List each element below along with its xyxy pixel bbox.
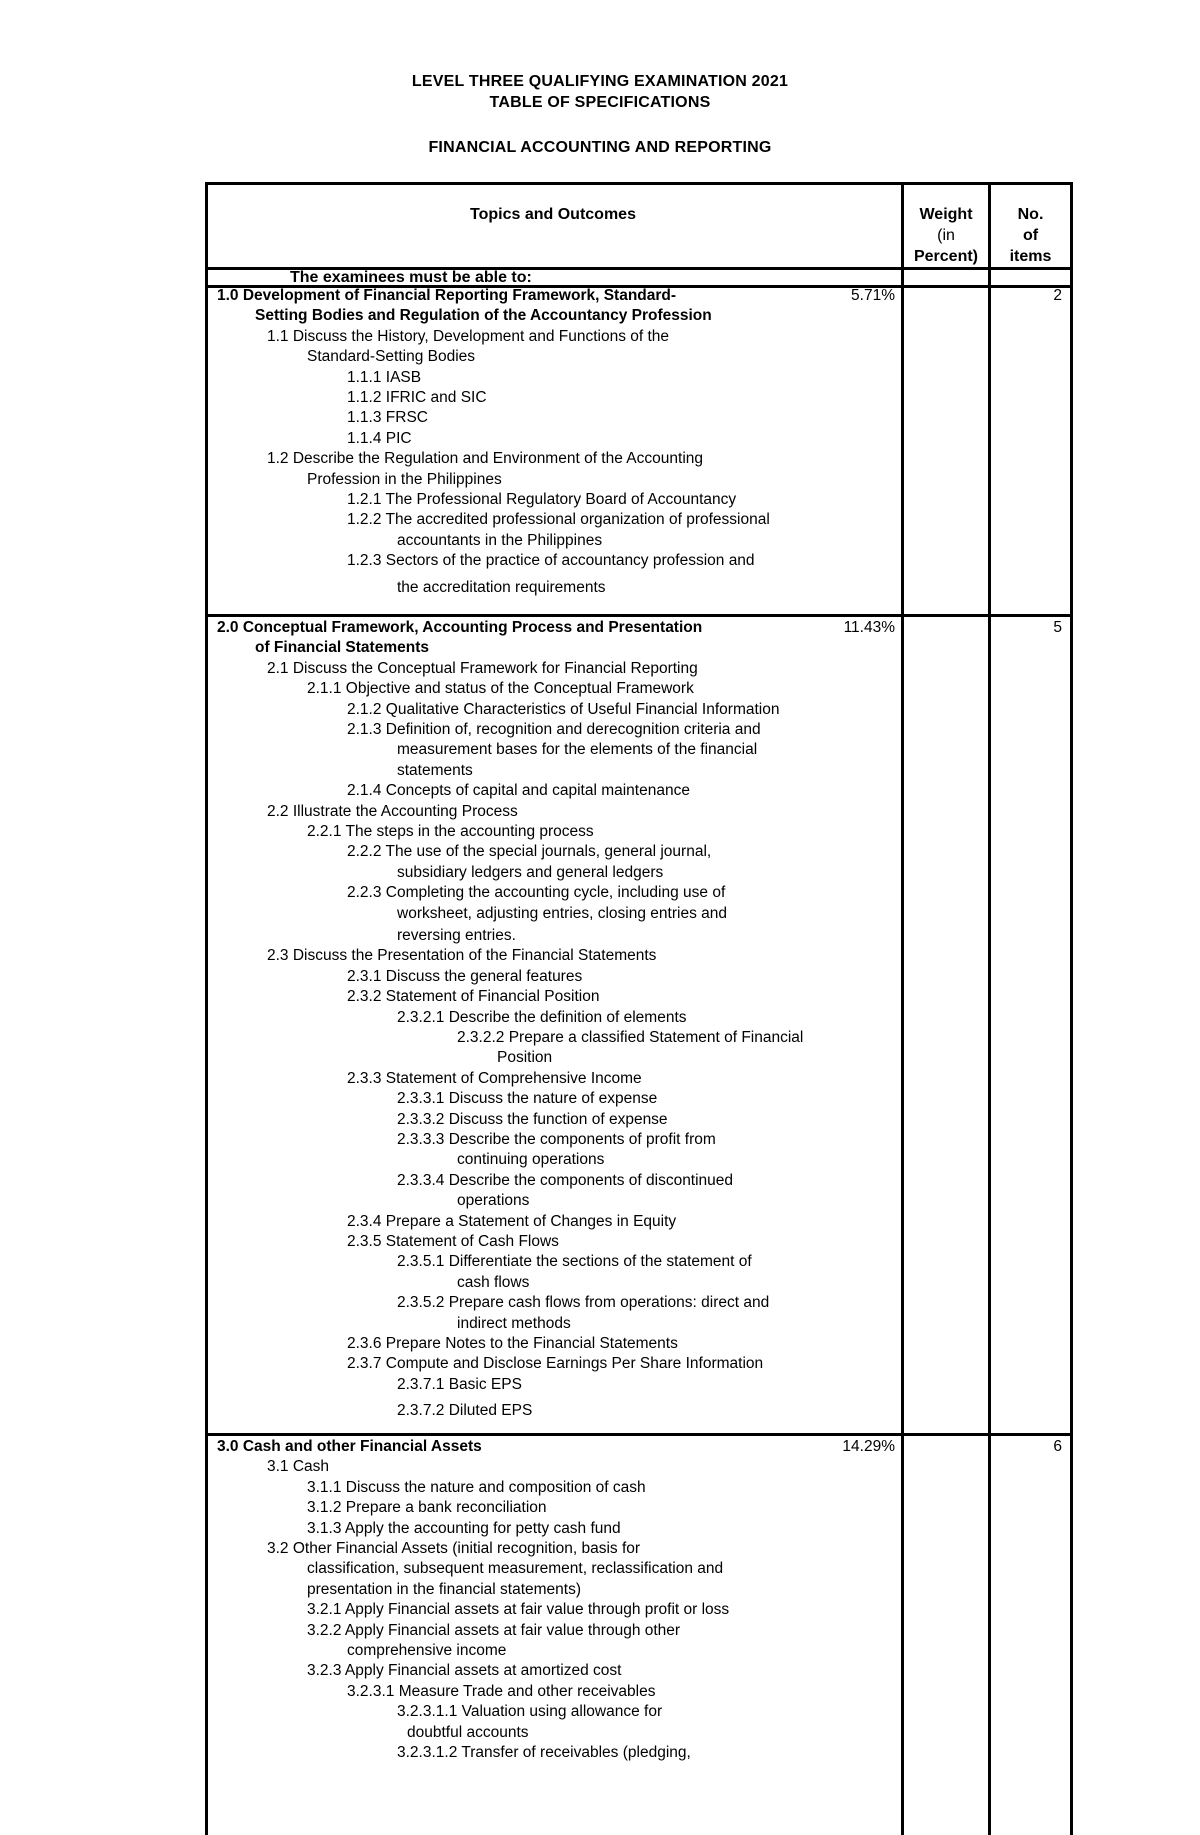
outcome-line: 2.3.7.1 Basic EPS xyxy=(397,1376,522,1393)
outcome-line: 3.1.1 Discuss the nature and composition of cash xyxy=(307,1479,646,1496)
outcome-line: 2.3.2 Statement of Financial Position xyxy=(347,988,600,1005)
outcome-line: indirect methods xyxy=(457,1315,571,1332)
column-header-items xyxy=(991,204,1070,267)
outcome-line: 2.1.2 Qualitative Characteristics of Useful Financial Information xyxy=(347,701,780,718)
weight-header-line-3: Percent) xyxy=(913,248,979,265)
section-weight: 14.29% xyxy=(842,1438,895,1455)
table-border-top xyxy=(205,182,1073,185)
outcome-line: 1.2.2 The accredited professional organization of professional xyxy=(347,511,770,528)
outcome-line: Setting Bodies and Regulation of the Accountancy Profession xyxy=(255,307,712,324)
outcome-line: 2.2.1 The steps in the accounting process xyxy=(307,823,594,840)
outcome-line: reversing entries. xyxy=(397,927,516,944)
outcome-line: 2.3.5.1 Differentiate the sections of the statement of xyxy=(397,1253,752,1270)
section-weight: 11.43% xyxy=(843,619,895,636)
table-border-weight xyxy=(901,182,904,1835)
outcome-line: 3.2.3 Apply Financial assets at amortized cost xyxy=(307,1662,622,1679)
column-header-topics: Topics and Outcomes xyxy=(470,206,636,223)
outcome-line: 2.1.4 Concepts of capital and capital maintenance xyxy=(347,782,690,799)
items-header-line-1: No. xyxy=(1017,206,1044,223)
outcome-line: 3.2.3.1.1 Valuation using allowance for xyxy=(397,1703,663,1720)
outcome-line: continuing operations xyxy=(457,1151,605,1168)
outcome-line: 2.3.5.2 Prepare cash flows from operations: direct and xyxy=(397,1294,770,1311)
outcome-line: 2.1.3 Definition of, recognition and derecognition criteria and xyxy=(347,721,761,738)
outcome-line: 2.3.3 Statement of Comprehensive Income xyxy=(347,1070,642,1087)
outcome-line: 1.1 Discuss the History, Development and Functions of the xyxy=(267,328,670,345)
section-divider-3 xyxy=(205,1433,1073,1436)
outcome-line: 1.2 Describe the Regulation and Environment of the Accounting xyxy=(267,450,703,467)
outcome-line: 2.3.1 Discuss the general features xyxy=(347,968,583,985)
section-divider-2 xyxy=(205,614,1073,617)
section-heading: 1.0 Development of Financial Reporting Framework, Standard- xyxy=(217,287,677,304)
section-item-count: 6 xyxy=(1053,1438,1062,1455)
outcome-line: 2.2 Illustrate the Accounting Process xyxy=(267,803,518,820)
outcome-line: 2.3.2.1 Describe the definition of elements xyxy=(397,1009,687,1026)
outcome-line: 2.3.7.2 Diluted EPS xyxy=(397,1402,533,1419)
outcome-line: 1.1.3 FRSC xyxy=(347,409,428,426)
outcome-line: 2.3.3.4 Describe the components of discontinued xyxy=(397,1172,734,1189)
outcome-line: 3.2.2 Apply Financial assets at fair value through other xyxy=(307,1622,681,1639)
outcome-line: classification, subsequent measurement, reclassification and xyxy=(307,1560,724,1577)
outcome-line: presentation in the financial statements) xyxy=(307,1581,581,1598)
items-header-line-2: of xyxy=(1022,227,1039,244)
outcome-line: 2.3.7 Compute and Disclose Earnings Per Share Information xyxy=(347,1355,764,1372)
outcome-line: 1.2.1 The Professional Regulatory Board of Accountancy xyxy=(347,491,737,508)
table-border-items xyxy=(988,182,991,1835)
document-subtitle: TABLE OF SPECIFICATIONS xyxy=(489,94,711,111)
outcome-line: doubtful accounts xyxy=(407,1724,529,1741)
outcome-line: 2.1 Discuss the Conceptual Framework for Financial Reporting xyxy=(267,660,698,677)
section-item-count: 5 xyxy=(1053,619,1062,636)
outcome-line: 2.1.1 Objective and status of the Conceptual Framework xyxy=(307,680,694,697)
outcome-line: 3.2 Other Financial Assets (initial recognition, basis for xyxy=(267,1540,641,1557)
outcome-line: 2.3.3.1 Discuss the nature of expense xyxy=(397,1090,658,1107)
outcome-line: 3.1.3 Apply the accounting for petty cash fund xyxy=(307,1520,621,1537)
weight-header-line-1: Weight xyxy=(919,206,973,223)
outcome-line: Standard-Setting Bodies xyxy=(307,348,476,365)
section-weight: 5.71% xyxy=(851,287,895,304)
table-border-left xyxy=(205,182,208,1835)
outcome-line: 2.3.5 Statement of Cash Flows xyxy=(347,1233,559,1250)
outcome-line: 2.3.6 Prepare Notes to the Financial Statements xyxy=(347,1335,678,1352)
outcome-line: 2.3.3.2 Discuss the function of expense xyxy=(397,1111,668,1128)
subject-title: FINANCIAL ACCOUNTING AND REPORTING xyxy=(428,139,772,156)
outcome-line: comprehensive income xyxy=(347,1642,507,1659)
items-header-line-3: items xyxy=(1009,248,1052,265)
outcome-line: Profession in the Philippines xyxy=(307,471,502,488)
column-header-weight xyxy=(904,204,988,267)
outcome-line: 1.2.3 Sectors of the practice of accountancy profession and xyxy=(347,552,755,569)
outcome-line: Position xyxy=(497,1049,553,1066)
outcome-line: 2.3 Discuss the Presentation of the Financial Statements xyxy=(267,947,657,964)
outcome-line: 2.2.2 The use of the special journals, general journal, xyxy=(347,843,712,860)
outcome-line: 1.1.2 IFRIC and SIC xyxy=(347,389,487,406)
outcome-line: 3.2.3.1 Measure Trade and other receivables xyxy=(347,1683,656,1700)
outcome-line: operations xyxy=(457,1192,530,1209)
outcome-line: of Financial Statements xyxy=(255,639,429,656)
outcome-line: the accreditation requirements xyxy=(397,579,606,596)
outcome-line: subsidiary ledgers and general ledgers xyxy=(397,864,664,881)
outcome-line: statements xyxy=(397,762,473,779)
examinees-intro: The examinees must be able to: xyxy=(290,269,532,286)
section-heading: 2.0 Conceptual Framework, Accounting Process and Presentation xyxy=(217,619,703,636)
weight-header-line-2: (in xyxy=(937,227,955,244)
outcome-line: worksheet, adjusting entries, closing entries and xyxy=(397,905,727,922)
document-title: LEVEL THREE QUALIFYING EXAMINATION 2021 xyxy=(411,73,789,90)
outcome-line: cash flows xyxy=(457,1274,530,1291)
outcome-line: 3.2.3.1.2 Transfer of receivables (pledging, xyxy=(397,1744,691,1761)
outcome-line: 3.1 Cash xyxy=(267,1458,330,1475)
outcome-line: 2.3.4 Prepare a Statement of Changes in Equity xyxy=(347,1213,677,1230)
outcome-line: accountants in the Philippines xyxy=(397,532,603,549)
outcome-line: 2.3.3.3 Describe the components of profit from xyxy=(397,1131,716,1148)
outcome-line: measurement bases for the elements of the financial xyxy=(397,741,758,758)
outcome-line: 3.1.2 Prepare a bank reconciliation xyxy=(307,1499,547,1516)
section-item-count: 2 xyxy=(1053,287,1062,304)
table-border-right xyxy=(1070,182,1073,1835)
section-heading: 3.0 Cash and other Financial Assets xyxy=(217,1438,482,1455)
outcome-line: 2.3.2.2 Prepare a classified Statement of Financial xyxy=(457,1029,804,1046)
outcome-line: 2.2.3 Completing the accounting cycle, including use of xyxy=(347,884,726,901)
outcome-line: 1.1.4 PIC xyxy=(347,430,412,447)
outcome-line: 3.2.1 Apply Financial assets at fair value through profit or loss xyxy=(307,1601,730,1618)
outcome-line: 1.1.1 IASB xyxy=(347,369,422,386)
specifications-table xyxy=(205,182,1073,1835)
